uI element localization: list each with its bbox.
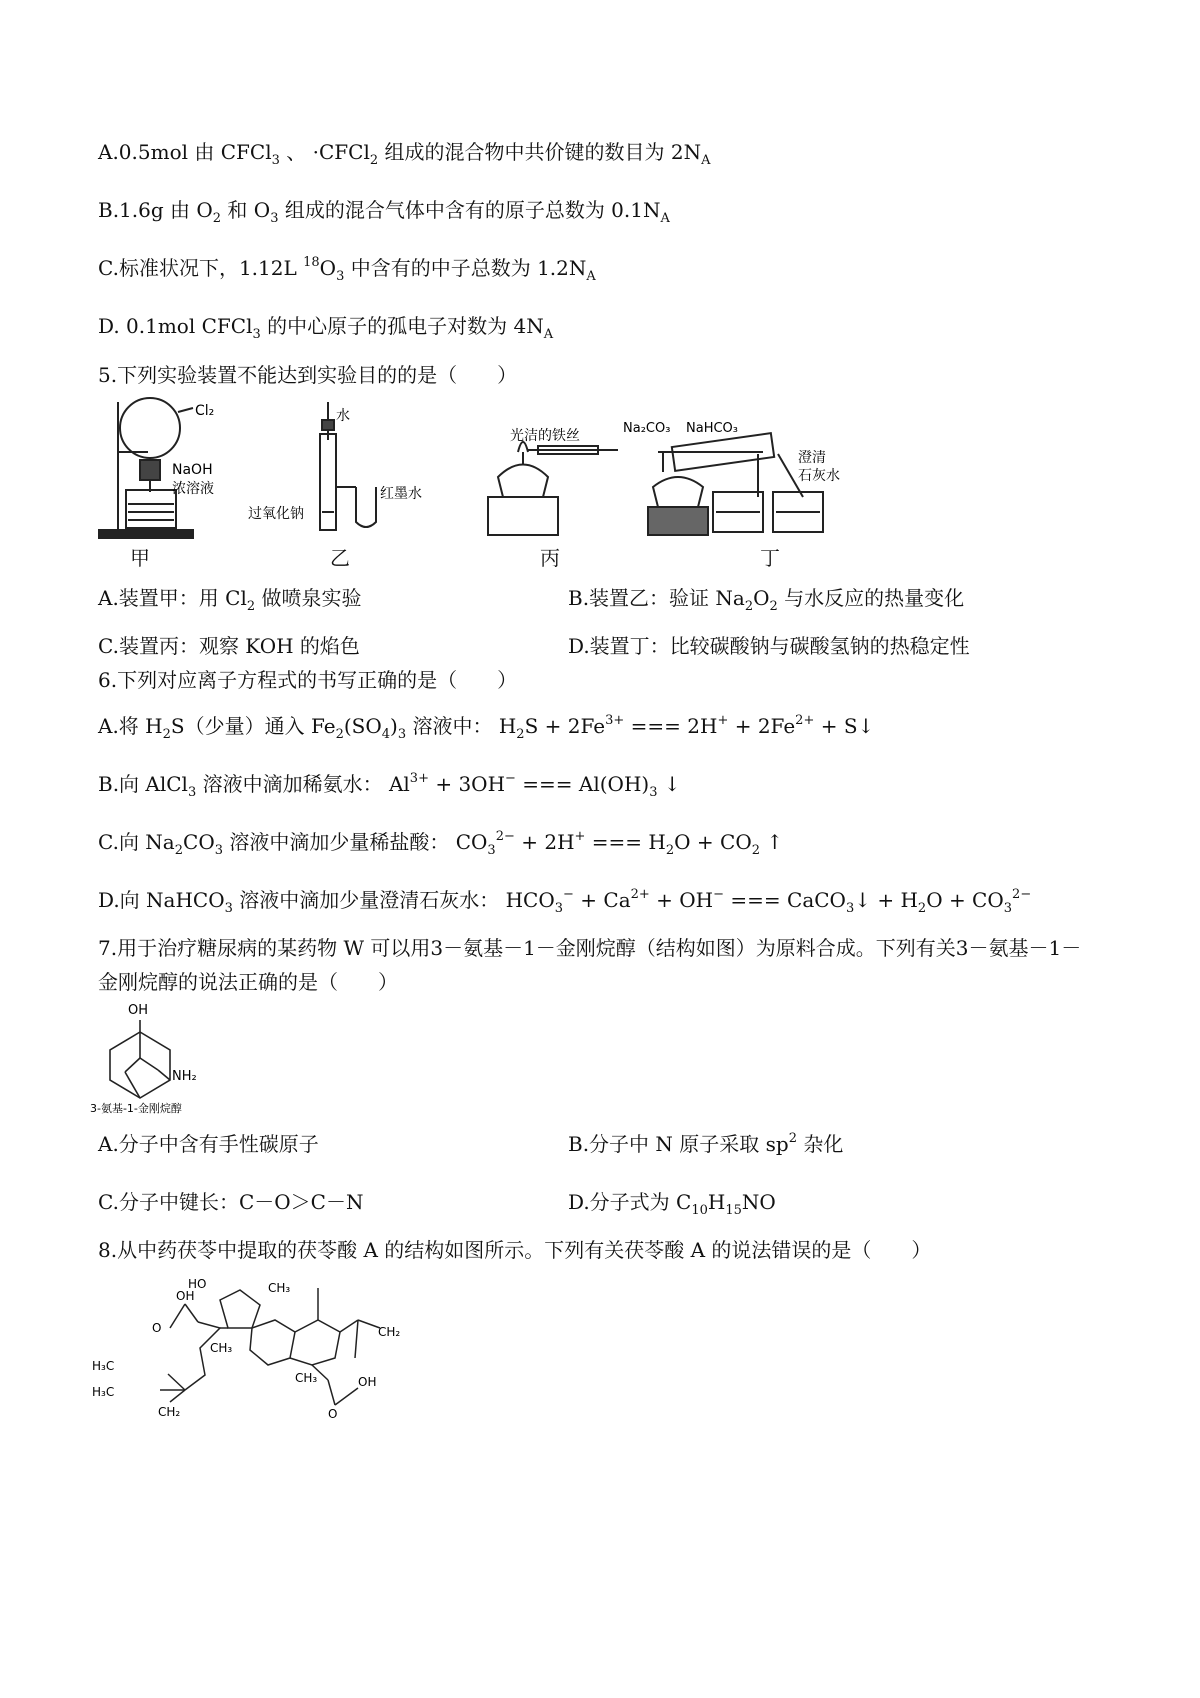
q4-option-a: A.0.5mol 由 CFCl$_3$ 、 ·CFCl$_2$ 组成的混合物中共价键的数目为 $2N_A$ <box>98 140 711 168</box>
label-lime-2: 石灰水 <box>798 468 840 484</box>
label-naoh: NaOH <box>172 462 213 478</box>
q8-fig-ho: HO <box>188 1277 207 1291</box>
apparatus-ding <box>648 433 823 535</box>
q5-option-d: D.装置丁：比较碳酸钠与碳酸氢钠的热稳定性 <box>568 634 970 658</box>
q8-fig-ch2-2: CH₂ <box>378 1325 401 1339</box>
q5-option-a: A.装置甲：用 $Cl_2$ 做喷泉实验 <box>98 586 362 614</box>
q7-stem-line1: 7.用于治疗糖尿病的某药物 W 可以用3－氨基－1－金刚烷醇（结构如图）为原料合成。下列有关3－氨基－1－ <box>98 936 1082 960</box>
q7-fig-caption: 3-氨基-1-金刚烷醇 <box>90 1102 182 1115</box>
q5-option-b: B.装置乙：验证 $Na_2O_2$ 与水反应的热量变化 <box>568 586 965 614</box>
q6-option-b: B.向 AlCl$_3$ 溶液中滴加稀氨水： $Al^{3+} + 3OH^-$ === $Al(OH)_3$ ↓ <box>98 771 681 800</box>
q6-stem: 6.下列对应离子方程式的书写正确的是（ ） <box>98 668 518 692</box>
label-na2o2: 过氧化钠 <box>248 506 304 522</box>
caption-yi: 乙 <box>330 546 350 570</box>
q8-fig-ch3-2: CH₃ <box>210 1341 233 1355</box>
label-cl2: Cl₂ <box>195 403 215 419</box>
q6-option-a: A.将 $H_2S$（少量）通入 $Fe_2(SO_4)_3$ 溶液中： $H_2S + 2Fe^{3+}$ === $2H^+ + 2Fe^{2+}$ + S↓ <box>98 713 875 742</box>
q8-fig-h3c-1: H₃C <box>92 1359 115 1373</box>
q8-stem: 8.从中药茯苓中提取的茯苓酸 A 的结构如图所示。下列有关茯苓酸 A 的说法错误的是（ ） <box>98 1238 932 1262</box>
label-water: 水 <box>336 408 350 424</box>
q7-option-c: C.分子中键长：C－O＞C－N <box>98 1190 364 1214</box>
apparatus-bing <box>488 442 618 535</box>
q4-option-d: D. 0.1mol CFCl$_3$ 的中心原子的孤电子对数为 $4N_A$ <box>98 314 554 342</box>
q7-fig-oh: OH <box>128 1003 149 1018</box>
label-iron-wire: 光洁的铁丝 <box>510 428 580 444</box>
label-nahco3: NaHCO₃ <box>686 421 738 436</box>
q6-option-d: D.向 NaHCO$_3$ 溶液中滴加少量澄清石灰水： $HCO_3^- + Ca^{2+} + OH^-$ === CaCO$_3$↓ + $H_2O + CO_3^{2-}$ <box>98 887 1032 916</box>
q8-fig-o-left: O <box>152 1321 162 1335</box>
q8-fig-h3c-2: H₃C <box>92 1385 115 1399</box>
q7-adamantanol-figure <box>90 1000 290 1118</box>
q8-fig-oh-top: OH <box>176 1289 195 1303</box>
q5-option-c: C.装置丙：观察 KOH 的焰色 <box>98 634 360 658</box>
label-nongrongye: 浓溶液 <box>172 481 214 497</box>
q7-option-d: D.分子式为 $C_{10}H_{15}NO$ <box>568 1190 776 1218</box>
q6-option-c: C.向 $Na_2CO_3$ 溶液中滴加少量稀盐酸： $CO_3^{2-} + 2H^+$ === $H_2O + CO_2$ ↑ <box>98 829 784 858</box>
label-red-ink: 红墨水 <box>380 486 422 502</box>
caption-ding: 丁 <box>760 546 780 570</box>
q7-option-b: B.分子中 N 原子采取 $sp^2$ 杂化 <box>568 1131 844 1156</box>
q8-fig-oh-right: OH <box>358 1375 377 1389</box>
q8-fig-ch3-3: CH₃ <box>295 1371 318 1385</box>
label-na2co3: Na₂CO₃ <box>623 421 671 436</box>
q8-fig-o-bottom: O <box>328 1407 338 1420</box>
q7-option-a: A.分子中含有手性碳原子 <box>98 1132 319 1156</box>
q8-fig-ch2-1: CH₂ <box>158 1405 181 1419</box>
caption-bing: 丙 <box>540 546 560 570</box>
q7-stem-line2: 金刚烷醇的说法正确的是（ ） <box>98 970 398 994</box>
label-lime-1: 澄清 <box>798 450 826 466</box>
q5-stem: 5.下列实验装置不能达到实验目的的是（ ） <box>98 363 518 387</box>
q8-poria-acid-figure <box>90 1270 420 1420</box>
q5-apparatus-figure <box>98 392 958 542</box>
q4-option-c: C.标准状况下，1.12L $^{18}O_3$ 中含有的中子总数为 $1.2N_A$ <box>98 255 596 284</box>
q8-fig-ch3-1: CH₃ <box>268 1281 291 1295</box>
q7-fig-nh2: NH₂ <box>172 1069 197 1084</box>
q4-option-b: B.1.6g 由 $O_2$ 和 $O_3$ 组成的混合气体中含有的原子总数为 $0.1N_A$ <box>98 198 670 226</box>
caption-jia: 甲 <box>130 546 150 570</box>
